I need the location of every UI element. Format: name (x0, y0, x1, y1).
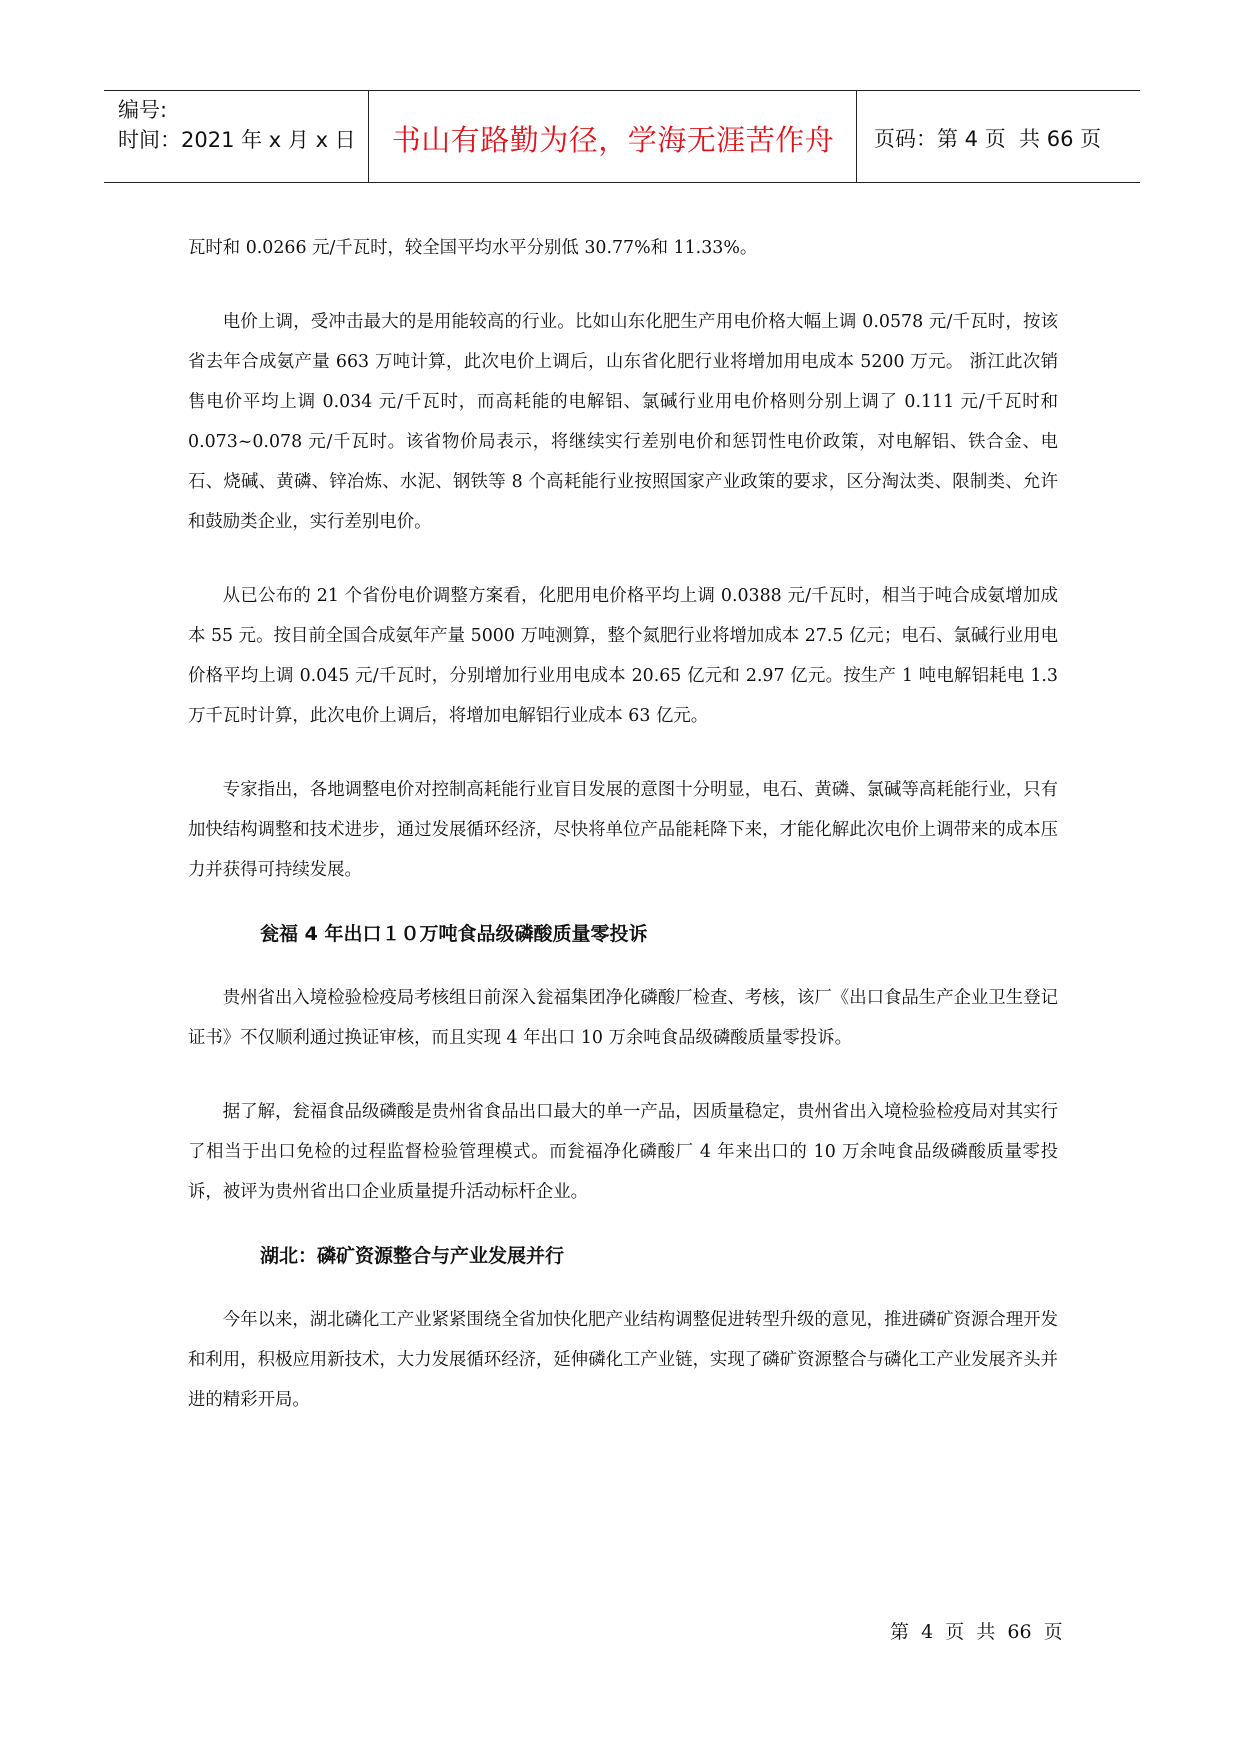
header-motto: 书山有路勤为径，学海无涯苦作舟 (391, 123, 835, 157)
header-divider (368, 91, 369, 182)
section-heading: 瓮福 4 年出口１０万吨食品级磷酸质量零投诉 (260, 923, 648, 945)
paragraph: 从已公布的 21 个省份电价调整方案看，化肥用电价格平均上调 0.0388 元/千瓦时，相当于吨合成氨增加成本 55 元。按目前全国合成氨年产量 5000 万吨测算，整个氮肥行业将增加成本 27.5 亿元；电石、氯碱行业用电价格平均上调 0.045 元/千瓦时，分别增加行业用电成本 20.65 亿元和 2.97 亿元。按生产 1 吨电解铝耗电 1.3 万千瓦时计算，此次电价上调后，将增加电解铝行业成本 63 亿元。 (188, 586, 1058, 726)
header-divider (856, 91, 857, 182)
header-meta (118, 95, 368, 155)
paragraph: 专家指出，各地调整电价对控制高耗能行业盲目发展的意图十分明显，电石、黄磷、氯碱等高耗能行业，只有加快结构调整和技术进步，通过发展循环经济，尽快将单位产品能耗降下来，才能化解此次电价上调带来的成本压力并获得可持续发展。 (188, 780, 1058, 880)
paragraph: 电价上调，受冲击最大的是用能较高的行业。比如山东化肥生产用电价格大幅上调 0.0578 元/千瓦时，按该省去年合成氨产量 663 万吨计算，此次电价上调后，山东省化肥行业将增加用电成本 5200 万元。 浙江此次销售电价平均上调 0.034 元/千瓦时，而高耗能的电解铝、氯碱行业用电价格则分别上调了 0.111 元/千瓦时和 0.073~0.078 元/千瓦时。该省物价局表示，将继续实行差别电价和惩罚性电价政策，对电解铝、铁合金、电石、烧碱、黄磷、锌冶炼、水泥、钢铁等 8 个高耗能行业按照国家产业政策的要求，区分淘汰类、限制类、允许和鼓励类企业，实行差别电价。 (188, 312, 1058, 532)
document-body (188, 228, 1058, 1420)
paragraph: 今年以来，湖北磷化工产业紧紧围绕全省加快化肥产业结构调整促进转型升级的意见，推进磷矿资源合理开发和利用，积极应用新技术，大力发展循环经济，延伸磷化工产业链，实现了磷矿资源整合与磷化工产业发展齐头并进的精彩开局。 (188, 1310, 1058, 1410)
paragraph: 瓦时和 0.0266 元/千瓦时，较全国平均水平分别低 30.77%和 11.33%。 (188, 238, 758, 258)
footer-page-number: 第 4 页 共 66 页 (890, 1621, 1063, 1643)
time-label: 时间：2021 年 x 月 x 日 (118, 128, 356, 152)
page-header (104, 90, 1140, 183)
number-label: 编号: (118, 98, 168, 122)
section-heading: 湖北：磷矿资源整合与产业发展并行 (260, 1245, 565, 1267)
paragraph: 贵州省出入境检验检疫局考核组日前深入瓮福集团净化磷酸厂检查、考核，该厂《出口食品生产企业卫生登记证书》不仅顺利通过换证审核，而且实现 4 年出口 10 万余吨食品级磷酸质量零投诉。 (188, 988, 1058, 1048)
header-page-number: 页码：第 4 页 共 66 页 (874, 127, 1102, 151)
paragraph: 据了解，瓮福食品级磷酸是贵州省食品出口最大的单一产品，因质量稳定，贵州省出入境检验检疫局对其实行了相当于出口免检的过程监督检验管理模式。而瓮福净化磷酸厂 4 年来出口的 10 万余吨食品级磷酸质量零投诉，被评为贵州省出口企业质量提升活动标杆企业。 (188, 1102, 1058, 1202)
